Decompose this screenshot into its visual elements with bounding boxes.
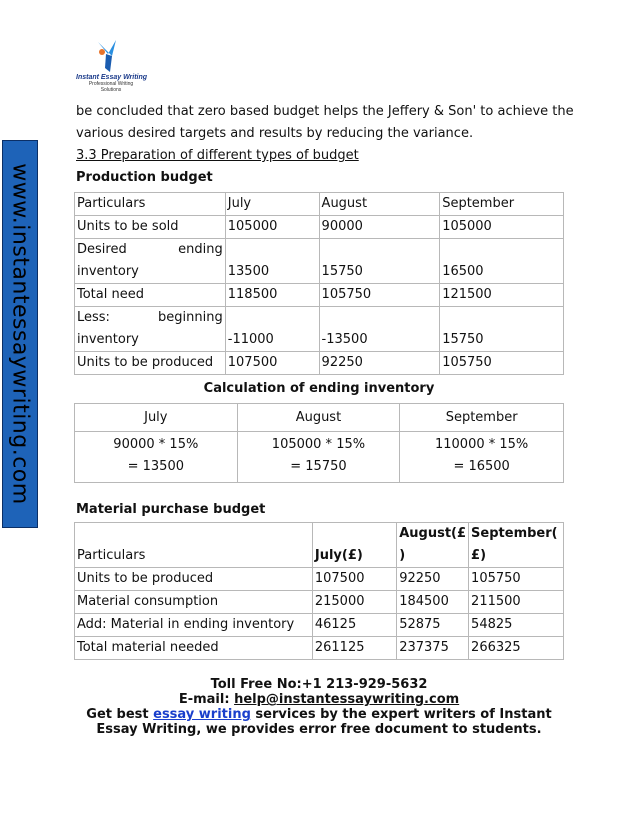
footer-phone: Toll Free No:+1 213-929-5632	[210, 677, 428, 692]
cell-text: Less:	[77, 310, 110, 325]
table-cell: 92250	[397, 568, 469, 591]
header-cell: July	[75, 404, 238, 432]
table-header-row	[75, 523, 564, 568]
table-row	[75, 284, 564, 307]
header-cell	[469, 523, 564, 568]
table-cell	[75, 307, 226, 352]
header-cell	[75, 523, 313, 568]
table-cell: 215000	[312, 591, 396, 614]
side-website-banner	[2, 140, 38, 528]
table-row	[75, 307, 564, 352]
promo-text: Get best	[86, 707, 154, 722]
email-link[interactable]: help@instantessaywriting.com	[234, 692, 460, 707]
writer-figure-icon	[94, 38, 128, 74]
table-cell: Units to be produced	[75, 568, 313, 591]
table-cell: 52875	[397, 614, 469, 637]
table-cell: 266325	[469, 637, 564, 660]
ending-inventory-title: Calculation of ending inventory	[203, 381, 435, 396]
table-cell: 16500	[440, 239, 564, 284]
result-text: = 15750	[290, 459, 347, 474]
table-cell: Units to be produced	[75, 352, 226, 375]
footer-email-line	[0, 692, 638, 707]
header-cell: Particulars	[75, 193, 226, 216]
table-cell: 13500	[225, 239, 319, 284]
table-cell: 261125	[312, 637, 396, 660]
table-cell: -11000	[225, 307, 319, 352]
table-cell: Add: Material in ending inventory	[75, 614, 313, 637]
formula-text: 110000 * 15%	[434, 437, 529, 452]
table-cell: 105000	[225, 216, 319, 239]
formula-text: 105000 * 15%	[271, 437, 366, 452]
section-heading: 3.3 Preparation of different types of budget	[76, 148, 359, 163]
table-row	[75, 614, 564, 637]
header-text: July(£)	[314, 548, 363, 563]
table-cell	[237, 432, 400, 483]
table-cell: Units to be sold	[75, 216, 226, 239]
table-cell: 107500	[225, 352, 319, 375]
table-cell: 92250	[319, 352, 440, 375]
footer-promo-line-1	[0, 707, 638, 722]
formula-text: 90000 * 15%	[113, 437, 199, 452]
logo-tagline-1: Professional Writing	[88, 81, 134, 87]
material-budget-table	[74, 522, 564, 660]
table-cell: 184500	[397, 591, 469, 614]
cell-text: Desired	[77, 242, 127, 257]
production-budget-table	[74, 192, 564, 375]
table-cell: 15750	[319, 239, 440, 284]
side-banner-text: www.instantessaywriting.com	[7, 163, 33, 505]
table-cell: 105000	[440, 216, 564, 239]
table-cell: 118500	[225, 284, 319, 307]
header-text: )	[399, 548, 406, 563]
table-cell	[400, 432, 564, 483]
cell-text: inventory	[77, 264, 139, 279]
table-cell: 211500	[469, 591, 564, 614]
table-row	[75, 591, 564, 614]
table-cell: 15750	[440, 307, 564, 352]
logo-tagline-2: Solutions	[100, 87, 122, 93]
table-header-row	[75, 193, 564, 216]
table-cell: 105750	[469, 568, 564, 591]
result-text: = 13500	[127, 459, 184, 474]
promo-text: services by the expert writers of Instant	[250, 707, 552, 722]
table-row	[75, 216, 564, 239]
table-cell: 105750	[440, 352, 564, 375]
table-cell: 107500	[312, 568, 396, 591]
intro-line-1: be concluded that zero based budget helps the Jeffery & Son' to achieve the	[76, 104, 574, 119]
header-cell	[312, 523, 396, 568]
table-cell: Material consumption	[75, 591, 313, 614]
header-text: September(	[471, 526, 558, 541]
material-budget-title: Material purchase budget	[76, 502, 266, 517]
header-cell: September	[400, 404, 564, 432]
header-text: £)	[471, 548, 487, 563]
table-header-row	[75, 404, 564, 432]
table-cell: Total need	[75, 284, 226, 307]
table-cell: -13500	[319, 307, 440, 352]
header-cell: July	[225, 193, 319, 216]
table-cell: 121500	[440, 284, 564, 307]
table-cell: 237375	[397, 637, 469, 660]
intro-line-2: various desired targets and results by reducing the variance.	[76, 126, 474, 141]
production-budget-title: Production budget	[76, 170, 213, 185]
table-cell: 46125	[312, 614, 396, 637]
logo-brand-text: Instant Essay Writing	[76, 74, 148, 81]
ending-inventory-table	[74, 403, 564, 483]
header-text: Particulars	[77, 548, 146, 563]
table-cell: Total material needed	[75, 637, 313, 660]
header-text: August(£	[399, 526, 467, 541]
header-cell	[397, 523, 469, 568]
table-row	[75, 637, 564, 660]
cell-text: inventory	[77, 332, 139, 347]
header-cell: August	[319, 193, 440, 216]
header-cell: September	[440, 193, 564, 216]
table-cell: 54825	[469, 614, 564, 637]
table-row	[75, 352, 564, 375]
footer-promo-line-2: Essay Writing, we provides error free document to students.	[96, 722, 542, 737]
result-text: = 16500	[453, 459, 510, 474]
email-label: E-mail:	[178, 692, 235, 707]
table-cell: 90000	[319, 216, 440, 239]
table-cell: 105750	[319, 284, 440, 307]
cell-text: beginning	[158, 310, 223, 325]
table-row	[75, 239, 564, 284]
table-cell	[75, 239, 226, 284]
company-logo	[76, 38, 146, 100]
essay-writing-link[interactable]: essay writing	[153, 707, 251, 722]
header-cell: August	[237, 404, 400, 432]
table-row	[75, 432, 564, 483]
table-row	[75, 568, 564, 591]
cell-text: ending	[178, 242, 223, 257]
table-cell	[75, 432, 238, 483]
